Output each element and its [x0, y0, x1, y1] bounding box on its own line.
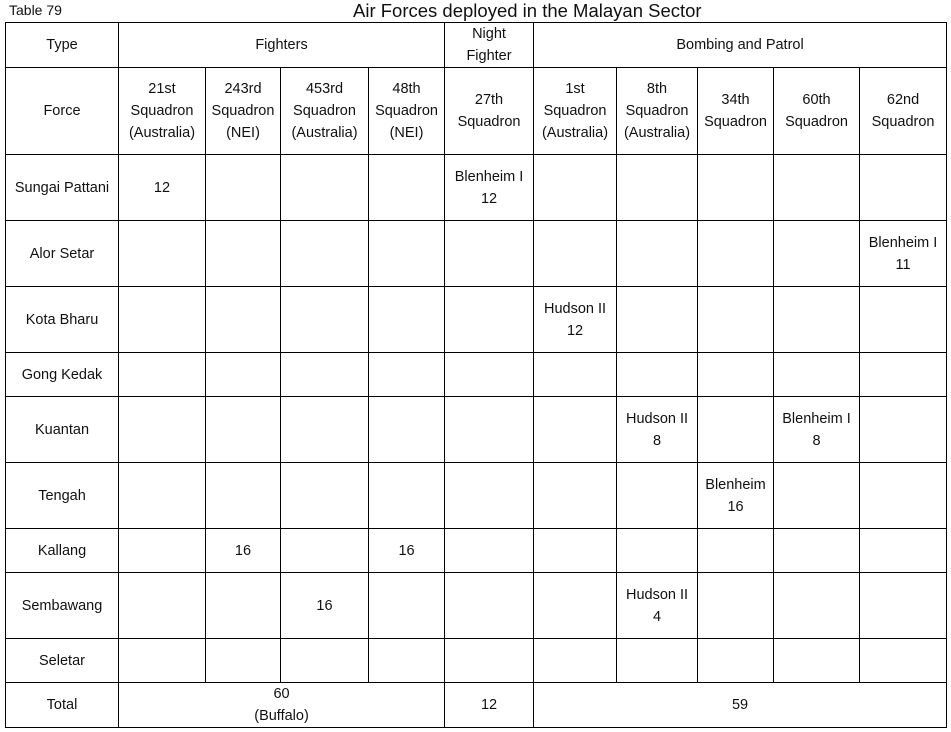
base-name-cell: Sungai Pattani [6, 155, 119, 221]
value-cell [281, 529, 369, 573]
unit-header: 453rd Squadron (Australia) [281, 68, 369, 155]
value-cell [445, 463, 534, 529]
table-row [6, 353, 947, 397]
header-unit-row [6, 68, 947, 155]
value-cell [445, 397, 534, 463]
value-cell [617, 463, 698, 529]
table-row [6, 155, 947, 221]
value-cell: 16 [369, 529, 445, 573]
value-cell: 16 [281, 573, 369, 639]
value-cell [206, 573, 281, 639]
value-cell [119, 221, 206, 287]
value-cell [617, 155, 698, 221]
table-row [6, 529, 947, 573]
value-cell [369, 155, 445, 221]
value-cell [534, 529, 617, 573]
value-cell [281, 639, 369, 683]
value-cell: Hudson II 8 [617, 397, 698, 463]
value-cell [119, 639, 206, 683]
value-cell [445, 639, 534, 683]
value-cell [774, 463, 860, 529]
value-cell [445, 353, 534, 397]
table-row [6, 573, 947, 639]
unit-header: 8th Squadron (Australia) [617, 68, 698, 155]
total-row [6, 683, 947, 728]
bombing-patrol-header: Bombing and Patrol [534, 23, 947, 68]
value-cell [119, 353, 206, 397]
value-cell [534, 353, 617, 397]
value-cell [445, 573, 534, 639]
unit-header: 21st Squadron (Australia) [119, 68, 206, 155]
value-cell [774, 529, 860, 573]
value-cell [369, 353, 445, 397]
value-cell [698, 573, 774, 639]
base-name-cell: Sembawang [6, 573, 119, 639]
base-name-cell: Kota Bharu [6, 287, 119, 353]
table-row [6, 287, 947, 353]
value-cell [206, 221, 281, 287]
value-cell [698, 221, 774, 287]
value-cell [860, 287, 947, 353]
value-cell [281, 397, 369, 463]
value-cell [206, 287, 281, 353]
value-cell [281, 155, 369, 221]
unit-header: 48th Squadron (NEI) [369, 68, 445, 155]
header-group-row [6, 23, 947, 68]
value-cell [617, 221, 698, 287]
base-name-cell: Kallang [6, 529, 119, 573]
value-cell [119, 397, 206, 463]
value-cell [119, 287, 206, 353]
force-header: Force [6, 68, 119, 155]
value-cell [281, 221, 369, 287]
base-name-cell: Tengah [6, 463, 119, 529]
value-cell [617, 287, 698, 353]
fighters-header: Fighters [119, 23, 445, 68]
value-cell [534, 573, 617, 639]
air-forces-table [5, 22, 947, 728]
value-cell [206, 353, 281, 397]
total-fighters: 60 (Buffalo) [119, 683, 445, 728]
value-cell: Hudson II 4 [617, 573, 698, 639]
value-cell [445, 287, 534, 353]
value-cell [369, 397, 445, 463]
value-cell [617, 529, 698, 573]
value-cell [860, 397, 947, 463]
value-cell [206, 639, 281, 683]
table-title: Air Forces deployed in the Malayan Sector [353, 0, 702, 21]
value-cell [369, 221, 445, 287]
base-name-cell: Kuantan [6, 397, 119, 463]
value-cell [860, 463, 947, 529]
table-row [6, 639, 947, 683]
value-cell [119, 463, 206, 529]
base-name-cell: Gong Kedak [6, 353, 119, 397]
value-cell [698, 639, 774, 683]
value-cell [774, 287, 860, 353]
value-cell [774, 573, 860, 639]
value-cell [698, 287, 774, 353]
value-cell [774, 221, 860, 287]
value-cell: Blenheim I 8 [774, 397, 860, 463]
total-label: Total [6, 683, 119, 728]
value-cell [369, 573, 445, 639]
table-row [6, 463, 947, 529]
value-cell [860, 639, 947, 683]
value-cell [119, 573, 206, 639]
value-cell: Hudson II 12 [534, 287, 617, 353]
value-cell [119, 529, 206, 573]
value-cell [369, 463, 445, 529]
table-number: Table 79 [9, 2, 62, 18]
value-cell: Blenheim I 12 [445, 155, 534, 221]
total-bombing-patrol: 59 [534, 683, 947, 728]
unit-header: 243rd Squadron (NEI) [206, 68, 281, 155]
value-cell [698, 353, 774, 397]
base-name-cell: Alor Setar [6, 221, 119, 287]
value-cell [445, 529, 534, 573]
value-cell [534, 397, 617, 463]
night-fighter-header: Night Fighter [445, 23, 534, 68]
value-cell [281, 287, 369, 353]
value-cell: 16 [206, 529, 281, 573]
unit-header: 1st Squadron (Australia) [534, 68, 617, 155]
value-cell [534, 639, 617, 683]
table-row [6, 397, 947, 463]
value-cell [774, 353, 860, 397]
value-cell [698, 155, 774, 221]
value-cell [534, 155, 617, 221]
value-cell [860, 573, 947, 639]
type-header: Type [6, 23, 119, 68]
value-cell [445, 221, 534, 287]
value-cell [860, 353, 947, 397]
value-cell [774, 639, 860, 683]
value-cell: 12 [119, 155, 206, 221]
value-cell [206, 463, 281, 529]
value-cell [206, 397, 281, 463]
value-cell [534, 221, 617, 287]
value-cell [206, 155, 281, 221]
value-cell [369, 639, 445, 683]
value-cell [281, 463, 369, 529]
value-cell [617, 639, 698, 683]
value-cell [698, 397, 774, 463]
value-cell [281, 353, 369, 397]
value-cell [369, 287, 445, 353]
value-cell [860, 155, 947, 221]
value-cell [534, 463, 617, 529]
value-cell: Blenheim 16 [698, 463, 774, 529]
unit-header: 60th Squadron [774, 68, 860, 155]
total-night-fighter: 12 [445, 683, 534, 728]
value-cell [774, 155, 860, 221]
unit-header: 27th Squadron [445, 68, 534, 155]
value-cell: Blenheim I 11 [860, 221, 947, 287]
table-row [6, 221, 947, 287]
value-cell [860, 529, 947, 573]
unit-header: 62nd Squadron [860, 68, 947, 155]
base-name-cell: Seletar [6, 639, 119, 683]
unit-header: 34th Squadron [698, 68, 774, 155]
value-cell [698, 529, 774, 573]
value-cell [617, 353, 698, 397]
